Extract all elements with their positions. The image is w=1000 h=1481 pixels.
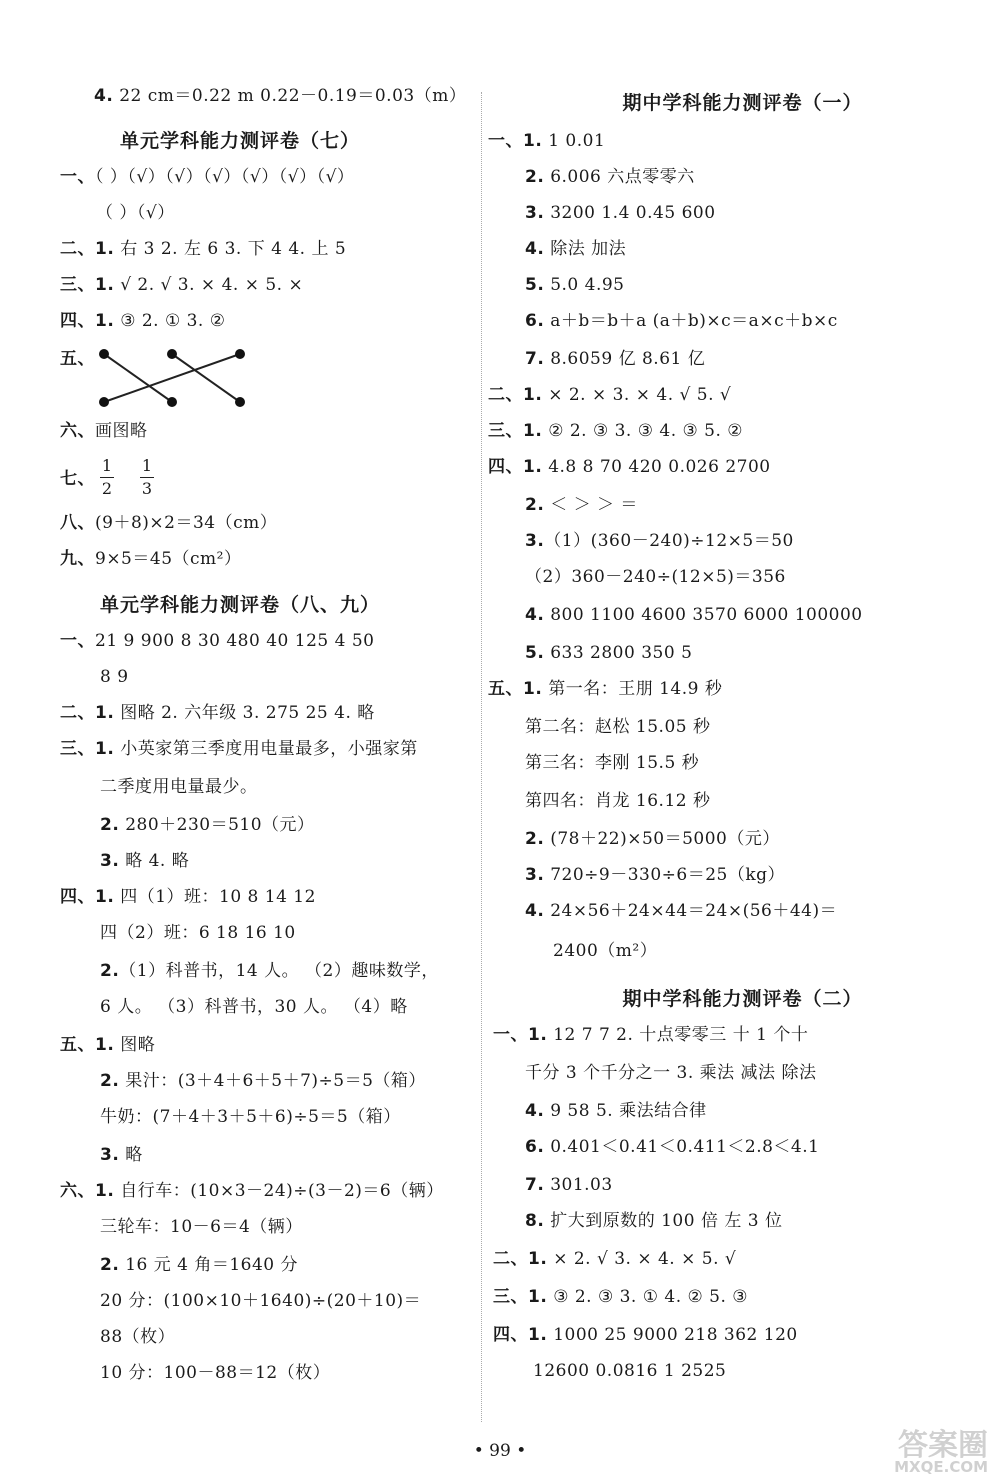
answer-line: 6. a＋b＝b＋a (a＋b)×c＝a×c＋b×c xyxy=(525,311,838,331)
question-number: 四、1. xyxy=(493,1325,548,1345)
match-line xyxy=(172,354,240,402)
answer-line: 2. (78＋22)×50＝5000（元） xyxy=(525,829,780,849)
answer-line: 5. 5.0 4.95 xyxy=(525,275,625,295)
match-dot xyxy=(167,397,177,407)
answer-line: 三、1. 小英家第三季度用电量最多，小强家第 xyxy=(60,739,418,759)
section-title-midterm-2: 期中学科能力测评卷（二） xyxy=(622,988,863,1010)
question-number: 三、1. xyxy=(60,275,115,295)
answer-line: 四（2）班：6 18 16 10 xyxy=(100,923,296,943)
answer-line: 一、1. 12 7 7 2. 十点零零三 十 1 个十 xyxy=(493,1025,809,1045)
question-number: 4. xyxy=(525,901,545,921)
answer-line: 2. 果汁：(3＋4＋6＋5＋7)÷5＝5（箱） xyxy=(100,1071,426,1091)
question-number: 六、 xyxy=(60,421,95,441)
fraction-denominator: 2 xyxy=(101,479,113,498)
question-number: 六、1. xyxy=(60,1181,115,1201)
answer-line: 5. 633 2800 350 5 xyxy=(525,643,693,663)
question-number: 四、1. xyxy=(60,311,115,331)
answer-line: 8. 扩大到原数的 100 倍 左 3 位 xyxy=(525,1211,783,1231)
answer-line: 三、1. ③ 2. ③ 3. ① 4. ② 5. ③ xyxy=(493,1287,749,1307)
question-number: 2. xyxy=(525,829,545,849)
match-dot xyxy=(99,349,109,359)
question-number: 二、1. xyxy=(60,703,115,723)
answer-line: 五、1. 第一名：王朋 14.9 秒 xyxy=(488,679,723,699)
question-number: 4. xyxy=(525,605,545,625)
section-title-unit-7: 单元学科能力测评卷（七） xyxy=(119,130,360,152)
answer-line: 4. 9 58 5. 乘法结合律 xyxy=(525,1101,707,1121)
answer-line: 6 人。 （3）科普书，30 人。 （4）略 xyxy=(100,997,408,1017)
question-number: 三、1. xyxy=(493,1287,548,1307)
answer-line: 7. 8.6059 亿 8.61 亿 xyxy=(525,349,706,369)
question-number: 7. xyxy=(525,349,545,369)
watermark-logo xyxy=(880,1420,990,1478)
question-number: 4. xyxy=(525,1101,545,1121)
answer-line: 第四名：肖龙 16.12 秒 xyxy=(525,791,711,811)
answer-line: 二、1. 图略 2. 六年级 3. 275 25 4. 略 xyxy=(60,703,375,723)
question-number: 8. xyxy=(525,1211,545,1231)
fraction-numerator: 1 xyxy=(141,456,153,475)
section-title-unit-8-9: 单元学科能力测评卷（八、九） xyxy=(99,594,380,616)
match-line xyxy=(104,354,240,402)
answer-line: （2）360－240÷(12×5)＝356 xyxy=(525,567,786,587)
answer-line: 20 分：(100×10＋1640)÷(20＋10)＝ xyxy=(100,1291,422,1311)
answer-line: 四、1. 4.8 8 70 420 0.026 2700 xyxy=(488,457,771,477)
answer-line: 3. 720÷9－330÷6＝25（kg） xyxy=(525,865,786,885)
answer-line: 六、1. 自行车：(10×3－24)÷(3－2)＝6（辆） xyxy=(60,1181,444,1201)
answer-line: 一、（ ）（√）（√）（√）（√）（√）（√） xyxy=(60,167,355,187)
answer-line xyxy=(60,468,95,490)
answer-line: 3. 略 4. 略 xyxy=(100,851,190,871)
answer-line: 三、1. √ 2. √ 3. × 4. × 5. × xyxy=(60,275,304,295)
question-number: 五、1. xyxy=(60,1035,115,1055)
answer-line: 12600 0.0816 1 2525 xyxy=(533,1361,727,1381)
answer-line: 4. 24×56＋24×44＝24×(56＋44)＝ xyxy=(525,901,838,921)
answer-line: 四、1. 四（1）班：10 8 14 12 xyxy=(60,887,316,907)
matching-lines-diagram xyxy=(96,342,256,414)
answer-line: 4. 除法 加法 xyxy=(525,239,627,259)
fraction-bar xyxy=(140,477,154,478)
question-number: 2. xyxy=(100,1255,120,1275)
question-number: 3. xyxy=(525,865,545,885)
answer-line: 3. 略 xyxy=(100,1145,143,1165)
question-number: 八、 xyxy=(60,513,95,533)
question-number: 九、 xyxy=(60,549,95,569)
answer-line: 第二名：赵松 15.05 秒 xyxy=(525,717,711,737)
answer-line: 2. ＜ ＞ ＞ ＝ xyxy=(525,495,638,515)
answer-line: 88（枚） xyxy=(100,1327,176,1347)
answer-line: 八、(9＋8)×2＝34（cm） xyxy=(60,513,278,533)
answer-line: 2400（m²） xyxy=(553,941,658,961)
answer-line: 2. 16 元 4 角＝1640 分 xyxy=(100,1255,299,1275)
question-number: 七、 xyxy=(60,469,95,489)
answer-line: 2. 6.006 六点零零六 xyxy=(525,167,695,187)
answer-line: 4. 22 cm＝0.22 m 0.22－0.19＝0.03（m） xyxy=(94,86,467,106)
column-divider xyxy=(481,92,482,1422)
answer-line: 3.（1）(360－240)÷12×5＝50 xyxy=(525,531,794,551)
section-title-midterm-1: 期中学科能力测评卷（一） xyxy=(622,92,863,114)
question-number: 2. xyxy=(100,815,120,835)
answer-line: 五、1. 图略 xyxy=(60,1035,156,1055)
fraction-numerator: 1 xyxy=(101,456,113,475)
question-number: 二、1. xyxy=(488,385,543,405)
match-line xyxy=(104,354,172,402)
question-number: 四、1. xyxy=(488,457,543,477)
question-number: 5. xyxy=(525,275,545,295)
question-number: 3. xyxy=(525,531,545,551)
question-number: 一、 xyxy=(60,631,95,651)
answer-line: 4. 800 1100 4600 3570 6000 100000 xyxy=(525,605,863,625)
answer-line: 二、1. × 2. √ 3. × 4. × 5. √ xyxy=(493,1249,737,1269)
question-number: 四、1. xyxy=(60,887,115,907)
question-number: 2. xyxy=(525,495,545,515)
answer-line: 第三名：李刚 15.5 秒 xyxy=(525,753,700,773)
watermark-url: MXQE.COM xyxy=(894,1458,988,1476)
answer-line: 二、1. 右 3 2. 左 6 3. 下 4 4. 上 5 xyxy=(60,239,347,259)
question-number: 二、1. xyxy=(493,1249,548,1269)
answer-line: 2. 280＋230＝510（元） xyxy=(100,815,315,835)
question-number: 3. xyxy=(100,851,120,871)
answer-line: 一、21 9 900 8 30 480 40 125 4 50 xyxy=(60,631,375,651)
answer-line: 六、画图略 xyxy=(60,421,148,441)
fraction-bar xyxy=(100,477,114,478)
answer-line: 一、1. 1 0.01 xyxy=(488,131,606,151)
question-number: 2. xyxy=(100,1071,120,1091)
match-dot xyxy=(99,397,109,407)
answer-line: 3. 3200 1.4 0.45 600 xyxy=(525,203,716,223)
question-number: 三、1. xyxy=(488,421,543,441)
question-number: 3. xyxy=(525,203,545,223)
question-number: 6. xyxy=(525,311,545,331)
answer-line: 三轮车：10－6＝4（辆） xyxy=(100,1217,303,1237)
question-number: 6. xyxy=(525,1137,545,1157)
question-number: 7. xyxy=(525,1175,545,1195)
question-number: 一、 xyxy=(60,167,95,187)
question-number: 3. xyxy=(100,1145,120,1165)
question-number: 一、1. xyxy=(488,131,543,151)
match-dot xyxy=(167,349,177,359)
answer-line: 7. 301.03 xyxy=(525,1175,613,1195)
answer-line: 二季度用电量最少。 xyxy=(100,777,258,797)
answer-line: 二、1. × 2. × 3. × 4. √ 5. √ xyxy=(488,385,732,405)
answer-line: 千分 3 个千分之一 3. 乘法 减法 除法 xyxy=(525,1063,817,1083)
question-number: 三、1. xyxy=(60,739,115,759)
question-number: 五、 xyxy=(60,349,95,369)
question-number: 4. xyxy=(94,86,114,106)
watermark-title: 答案圈 xyxy=(898,1428,988,1463)
page-number: • 99 • xyxy=(473,1441,527,1461)
question-number: 5. xyxy=(525,643,545,663)
fraction-denominator: 3 xyxy=(141,479,153,498)
answer-line: （ ）（√） xyxy=(96,203,175,223)
question-number: 4. xyxy=(525,239,545,259)
question-number: 2. xyxy=(525,167,545,187)
answer-line xyxy=(60,348,95,370)
question-number: 二、1. xyxy=(60,239,115,259)
answer-line: 2.（1）科普书，14 人。 （2）趣味数学， xyxy=(100,961,439,981)
question-number: 2. xyxy=(100,961,120,981)
answer-line: 8 9 xyxy=(100,667,129,687)
answer-line: 九、9×5＝45（cm²） xyxy=(60,549,242,569)
answer-line: 四、1. 1000 25 9000 218 362 120 xyxy=(493,1325,798,1345)
answer-line: 四、1. ③ 2. ① 3. ② xyxy=(60,311,226,331)
answer-line: 牛奶：(7＋4＋3＋5＋6)÷5＝5（箱） xyxy=(100,1107,401,1127)
question-number: 一、1. xyxy=(493,1025,548,1045)
answer-line: 10 分：100－88＝12（枚） xyxy=(100,1363,331,1383)
answer-line: 三、1. ② 2. ③ 3. ③ 4. ③ 5. ② xyxy=(488,421,744,441)
match-dot xyxy=(235,397,245,407)
match-dot xyxy=(235,349,245,359)
question-number: 五、1. xyxy=(488,679,543,699)
answer-line: 6. 0.401＜0.41＜0.411＜2.8＜4.1 xyxy=(525,1137,820,1157)
